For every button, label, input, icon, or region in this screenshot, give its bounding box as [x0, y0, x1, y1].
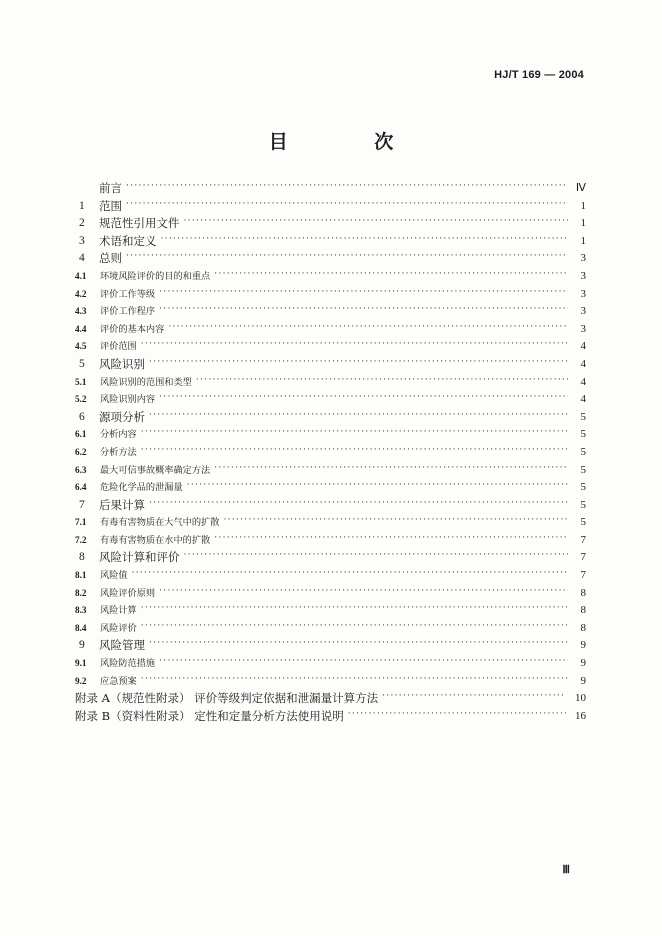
toc-leader-dots [214, 266, 568, 284]
toc-entry-page: 3 [580, 305, 586, 318]
toc-entry-label: 风险识别内容 [100, 394, 156, 406]
toc-entry-label: 应急预案 [100, 675, 137, 687]
toc-entry-label: 分析内容 [100, 429, 137, 441]
toc-entry-label: 风险防范措施 [100, 658, 156, 670]
toc-entry-number: 6 [79, 410, 85, 423]
toc-entry-label: 评价的基本内容 [100, 323, 165, 335]
toc-leader-dots [187, 477, 568, 495]
toc-entry-page: 3 [580, 322, 586, 335]
toc-entry-number: 8.3 [75, 605, 87, 616]
toc-leader-dots [184, 547, 569, 565]
toc-leader-dots [159, 583, 568, 601]
toc-leader-dots [214, 460, 568, 478]
toc-entry-number: 8 [79, 551, 85, 564]
toc-entry-number: 7.2 [75, 534, 87, 545]
toc-entry-number: 8.4 [75, 622, 87, 633]
toc-leader-dots [149, 495, 568, 513]
toc-entry-label: 环境风险评价的目的和重点 [100, 270, 211, 282]
toc-entry-label: 风险值 [100, 570, 128, 582]
toc-entry-page: 5 [580, 481, 586, 494]
page-title: 目 次 [268, 131, 434, 153]
toc-entry-label: 源项分析 [99, 409, 145, 424]
toc-leader-dots [159, 653, 568, 671]
toc-entry-page: 5 [580, 498, 586, 511]
toc-entry-page: 5 [580, 428, 586, 441]
toc-entry-number: 4.3 [75, 306, 87, 317]
toc-entry-page: 4 [580, 340, 586, 353]
toc-entry-page: 7 [580, 551, 586, 564]
toc-entry-page: 10 [575, 692, 586, 705]
toc-entry-number: 9.2 [75, 675, 87, 686]
toc-entry-label: 风险计算和评价 [99, 550, 180, 565]
toc-entry-label: 风险识别 [99, 356, 145, 371]
toc-entry-label: 术语和定义 [99, 233, 157, 248]
toc-leader-dots [159, 389, 568, 407]
toc-entry-page: 9 [580, 674, 586, 687]
toc-entry-label: 附录 B（资料性附录） 定性和定量分析方法使用说明 [75, 708, 344, 723]
toc-entry-label: 风险管理 [99, 638, 145, 653]
toc-entry-page: 3 [580, 252, 586, 265]
standard-code: HJ/T 169 — 2004 [494, 69, 584, 81]
toc-entry-label: 规范性引用文件 [99, 216, 180, 231]
toc-entry-label: 范围 [99, 198, 122, 213]
toc-leader-dots [132, 565, 568, 583]
toc-entry-page: 5 [580, 516, 586, 529]
toc-entry-label: 风险计算 [100, 605, 137, 617]
toc-leader-dots [184, 213, 569, 231]
toc-entry-page: Ⅳ [575, 182, 586, 194]
toc-leader-dots [141, 671, 568, 689]
toc-entry-label: 危险化学品的泄漏量 [100, 482, 183, 494]
toc-entry-page: 8 [580, 586, 586, 599]
toc-entry-number: 6.3 [75, 464, 87, 475]
toc-entry-number: 2 [79, 217, 85, 230]
toc-leader-dots [141, 600, 568, 618]
toc-entry-page: 4 [580, 393, 586, 406]
toc-entry-label: 评价工作等级 [100, 288, 156, 300]
toc-entry-number: 5.1 [75, 376, 87, 387]
toc-entry-number: 7 [79, 498, 85, 511]
toc-entry-page: 7 [580, 533, 586, 546]
toc-entry-page: 7 [580, 569, 586, 582]
toc-leader-dots [141, 442, 568, 460]
toc-leader-dots [161, 231, 569, 249]
toc-leader-dots [214, 530, 568, 548]
toc-entry-number: 5 [79, 357, 85, 370]
toc-entry-number: 4 [79, 252, 85, 265]
toc-entry[interactable] [75, 708, 586, 726]
toc-entry-number: 4.5 [75, 341, 87, 352]
toc-entry-label: 最大可信事故概率确定方法 [100, 464, 211, 476]
toc-leader-dots [149, 354, 568, 372]
toc-leader-dots [149, 635, 568, 653]
toc-entry-label: 有毒有害物质在大气中的扩散 [100, 517, 220, 529]
toc-entry-label: 风险评价原则 [100, 587, 156, 599]
toc-entry-number: 5.2 [75, 394, 87, 405]
toc-entry-number: 3 [79, 234, 85, 247]
toc-entry-page: 16 [575, 709, 586, 722]
toc-leader-dots [382, 688, 566, 706]
toc-entry-number: 6.2 [75, 446, 87, 457]
toc-entry-page: 3 [580, 269, 586, 282]
toc-entry-page: 8 [580, 621, 586, 634]
toc-entry-number: 9.1 [75, 658, 87, 669]
toc-entry-label: 分析方法 [100, 446, 137, 458]
toc-entry-number: 9 [79, 639, 85, 652]
toc-leader-dots [168, 319, 568, 337]
toc-leader-dots [223, 512, 568, 530]
toc-leader-dots [196, 372, 568, 390]
toc-entry-number: 4.4 [75, 323, 87, 334]
toc-leader-dots [126, 178, 568, 196]
toc-entry-label: 评价工作程序 [100, 306, 156, 318]
toc-entry-number: 4.2 [75, 288, 87, 299]
toc-entry-label: 总则 [99, 251, 122, 266]
toc-entry-number: 7.1 [75, 517, 87, 528]
toc-entry-page: 8 [580, 604, 586, 617]
toc-entry-label: 有毒有害物质在水中的扩散 [100, 534, 211, 546]
toc-entry-page: 9 [580, 639, 586, 652]
toc-leader-dots [126, 248, 568, 266]
toc-leader-dots [141, 618, 568, 636]
toc-entry-label: 前言 [99, 181, 122, 195]
toc-entry-number: 8.2 [75, 587, 87, 598]
toc-leader-dots [348, 706, 566, 724]
toc-entry-number: 1 [79, 199, 85, 212]
toc-entry-number: 4.1 [75, 270, 87, 281]
toc-leader-dots [159, 301, 568, 319]
toc-leader-dots [126, 196, 568, 214]
page-number: Ⅲ [562, 864, 570, 876]
toc-entry-page: 3 [580, 287, 586, 300]
toc-entry-label: 附录 A（规范性附录） 评价等级判定依据和泄漏量计算方法 [75, 691, 379, 706]
toc-entry-label: 后果计算 [99, 497, 145, 512]
toc-entry-page: 4 [580, 375, 586, 388]
toc-leader-dots [149, 407, 568, 425]
toc-entry-page: 5 [580, 410, 586, 423]
toc-entry-page: 5 [580, 463, 586, 476]
toc-entry-page: 1 [580, 217, 586, 230]
toc-entry-page: 1 [580, 234, 586, 247]
toc-entry-page: 5 [580, 445, 586, 458]
toc-entry-page: 9 [580, 657, 586, 670]
toc-leader-dots [141, 336, 568, 354]
toc-leader-dots [159, 284, 568, 302]
toc-entry-label: 风险识别的范围和类型 [100, 376, 192, 388]
toc-entry-label: 风险评价 [100, 622, 137, 634]
toc-entry-label: 评价范围 [100, 341, 137, 353]
toc-entry-number: 6.4 [75, 482, 87, 493]
toc-entry-number: 6.1 [75, 429, 87, 440]
toc-leader-dots [141, 424, 568, 442]
toc-entry-page: 1 [580, 199, 586, 212]
table-of-contents [75, 180, 586, 725]
toc-entry-page: 4 [580, 357, 586, 370]
toc-entry-number: 8.1 [75, 570, 87, 581]
